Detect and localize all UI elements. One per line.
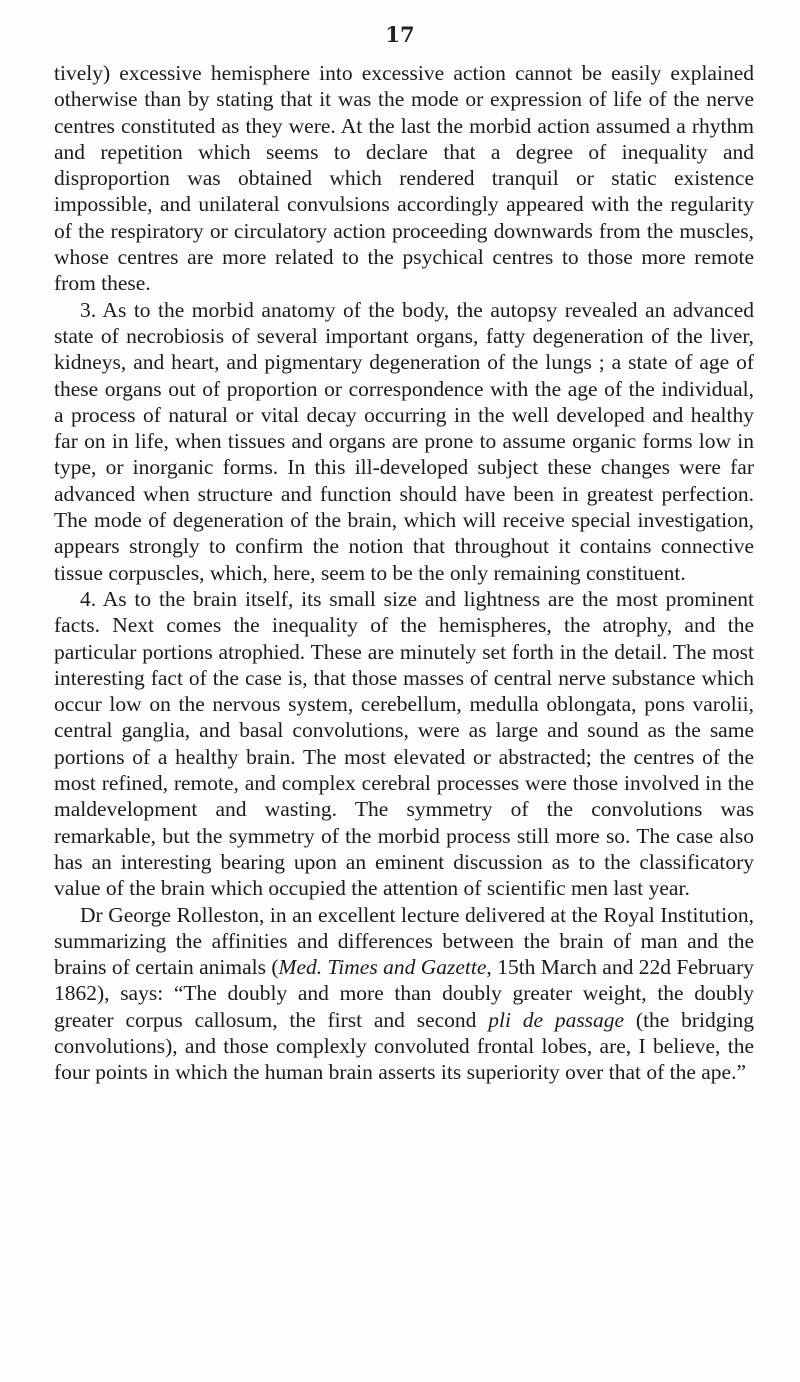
paragraph-continuation: tively) excessive hemisphere into excessive action cannot be easily explained otherwise than by stating that it was the mode or expression of life of the nerve centres constituted as they were. At the last the morbid action assumed a rhythm and repetition which seems to declare that a degree of inequality and disproportion was obtained which rendered tranquil or static existence impossible, and unilateral convulsions accordingly appeared with the regularity of the respiratory or circulatory action proceeding downwards from the muscles, whose centres are more related to the psychical centres to those more remote from these. <box>54 61 754 296</box>
paragraph-rolleston <box>54 902 754 1086</box>
anatomical-term: pli de passage <box>488 1007 625 1032</box>
paragraph-morbid-anatomy: 3. As to the morbid anatomy of the body, the autopsy revealed an advanced state of necrobiosis of several important organs, fatty degeneration of the liver, kidneys, and heart, and pigmentary degeneration of the lungs ; a state of age of these organs out of proportion or correspondence with the age of the individual, a process of natural or vital decay occurring in the well developed and healthy far on in life, when tissues and organs are prone to assume organic forms low in type, or inorganic forms. In this ill-developed subject these changes were far advanced when structure and function should have been in greatest perfection. The mode of degeneration of the brain, which will receive special investigation, appears strongly to confirm the notion that throughout it contains connective tissue corpuscles, which, here, seem to be the only remaining constituent. <box>54 297 754 585</box>
rolleston-text-middle: , 15th March and 22d February 1862), says: “The doubly and more than doubly greater weight, the doubly greater corpus callosum, the first and second <box>54 955 754 1032</box>
body-text <box>54 60 754 1086</box>
rolleston-text-start: Dr George Rolleston, in an excellent lecture delivered at the Royal Institution, summarizing the affinities and differences between the brain of man and the brains of certain animals ( <box>54 902 754 980</box>
rolleston-text-end: (the bridging convolutions), and those complexly convoluted frontal lobes, are, I believe, the four points in which the human brain asserts its superiority over that of the ape.” <box>54 1007 754 1085</box>
paragraph-brain: 4. As to the brain itself, its small size and lightness are the most prominent facts. Next comes the inequality of the hemispheres, the atrophy, and the particular portions atrophied. These are minutely set forth in the detail. The most interesting fact of the case is, that those masses of central nerve substance which occur low on the nervous system, cerebellum, medulla oblongata, pons varolii, central ganglia, and basal convolutions, were as large and sound as the same portions of a healthy brain. The most elevated or abstracted; the centres of the most refined, remote, and complex cerebral processes were those involved in the maldevelopment and wasting. The symmetry of the convolutions was remarkable, but the symmetry of the morbid process still more so. The case also has an interesting bearing upon an eminent discussion as to the classificatory value of the brain which occupied the attention of scientific men last year. <box>54 586 754 901</box>
journal-citation: Med. Times and Gazette <box>278 955 487 980</box>
page-number: 17 <box>385 22 415 47</box>
